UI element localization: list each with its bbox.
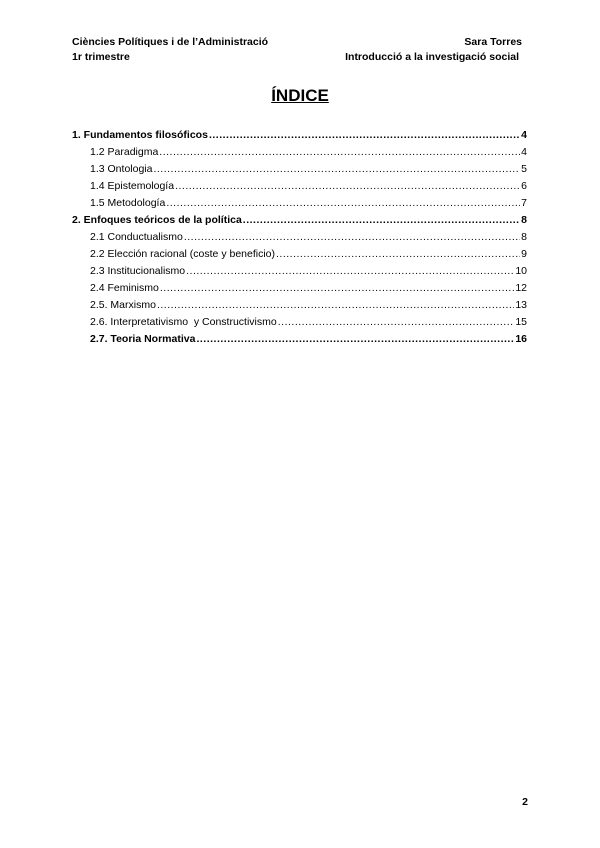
header-term: 1r trimestre <box>72 51 130 63</box>
toc-dot-leader <box>184 229 520 246</box>
toc-dot-leader <box>243 212 520 229</box>
header-row-2 <box>72 50 522 65</box>
toc-item-marxismo[interactable] <box>72 297 527 314</box>
toc-item-ontologia[interactable] <box>72 161 527 178</box>
toc-dot-leader <box>209 127 520 144</box>
toc-item-page: 8 <box>521 214 527 226</box>
toc-dot-leader <box>153 161 520 178</box>
toc-dot-leader <box>166 195 520 212</box>
toc-item-page: 13 <box>515 299 527 311</box>
toc-item-feminismo[interactable] <box>72 280 527 297</box>
toc-item-conductualismo[interactable] <box>72 229 527 246</box>
toc-dot-leader <box>196 331 514 348</box>
toc-item-page: 4 <box>521 146 527 158</box>
toc-dot-leader <box>157 297 514 314</box>
toc-item-label: 1.2 Paradigma <box>90 146 159 158</box>
toc-item-institucionalismo[interactable] <box>72 263 527 280</box>
toc-dot-leader <box>278 314 515 331</box>
toc-dot-leader <box>186 263 514 280</box>
page-number: 2 <box>522 796 528 808</box>
toc-item-page: 15 <box>515 316 527 328</box>
toc-item-enfoques[interactable] <box>72 212 527 229</box>
toc-dot-leader <box>160 280 514 297</box>
index-title: ÍNDICE <box>271 86 329 105</box>
toc-item-page: 4 <box>521 129 527 141</box>
toc-item-metodologia[interactable] <box>72 195 527 212</box>
toc-item-teoria-normativa[interactable] <box>72 331 527 348</box>
toc-dot-leader <box>276 246 520 263</box>
toc-item-label: 2.6. Interpretativismo y Constructivismo <box>90 316 277 328</box>
toc-item-page: 9 <box>521 248 527 260</box>
toc-item-label: 2.3 Institucionalismo <box>90 265 186 277</box>
toc-item-label: 2.5. Marxismo <box>90 299 156 311</box>
toc-item-label: 2.7. Teoria Normativa <box>90 333 196 345</box>
toc-item-fundamentos[interactable] <box>72 127 527 144</box>
toc-item-interpretativismo[interactable] <box>72 314 527 331</box>
toc-item-page: 12 <box>515 282 527 294</box>
toc-item-epistemologia[interactable] <box>72 178 527 195</box>
toc-item-page: 5 <box>521 163 527 175</box>
toc-item-label: 1. Fundamentos filosóficos <box>72 129 208 141</box>
toc-item-page: 10 <box>515 265 527 277</box>
page-header <box>72 35 522 65</box>
toc-item-paradigma[interactable] <box>72 144 527 161</box>
toc-item-label: 2.2 Elección racional (coste y beneficio) <box>90 248 276 260</box>
toc-item-label: 1.4 Epistemología <box>90 180 175 192</box>
table-of-contents <box>72 127 527 348</box>
toc-item-label: 1.3 Ontologia <box>90 163 153 175</box>
toc-item-page: 8 <box>521 231 527 243</box>
toc-item-label: 1.5 Metodología <box>90 197 166 209</box>
toc-item-label: 2.1 Conductualismo <box>90 231 183 243</box>
toc-dot-leader <box>175 178 520 195</box>
toc-dot-leader <box>159 144 520 161</box>
header-course-title: Ciències Polítiques i de l’Administració <box>72 36 269 48</box>
toc-item-eleccion-racional[interactable] <box>72 246 527 263</box>
header-subject: Introducció a la investigació social <box>345 51 519 63</box>
toc-item-page: 16 <box>515 333 527 345</box>
toc-item-page: 6 <box>521 180 527 192</box>
header-row-1 <box>72 35 522 50</box>
toc-item-label: 2. Enfoques teóricos de la política <box>72 214 242 226</box>
header-author: Sara Torres <box>464 36 522 48</box>
toc-item-page: 7 <box>521 197 527 209</box>
toc-item-label: 2.4 Feminismo <box>90 282 159 294</box>
